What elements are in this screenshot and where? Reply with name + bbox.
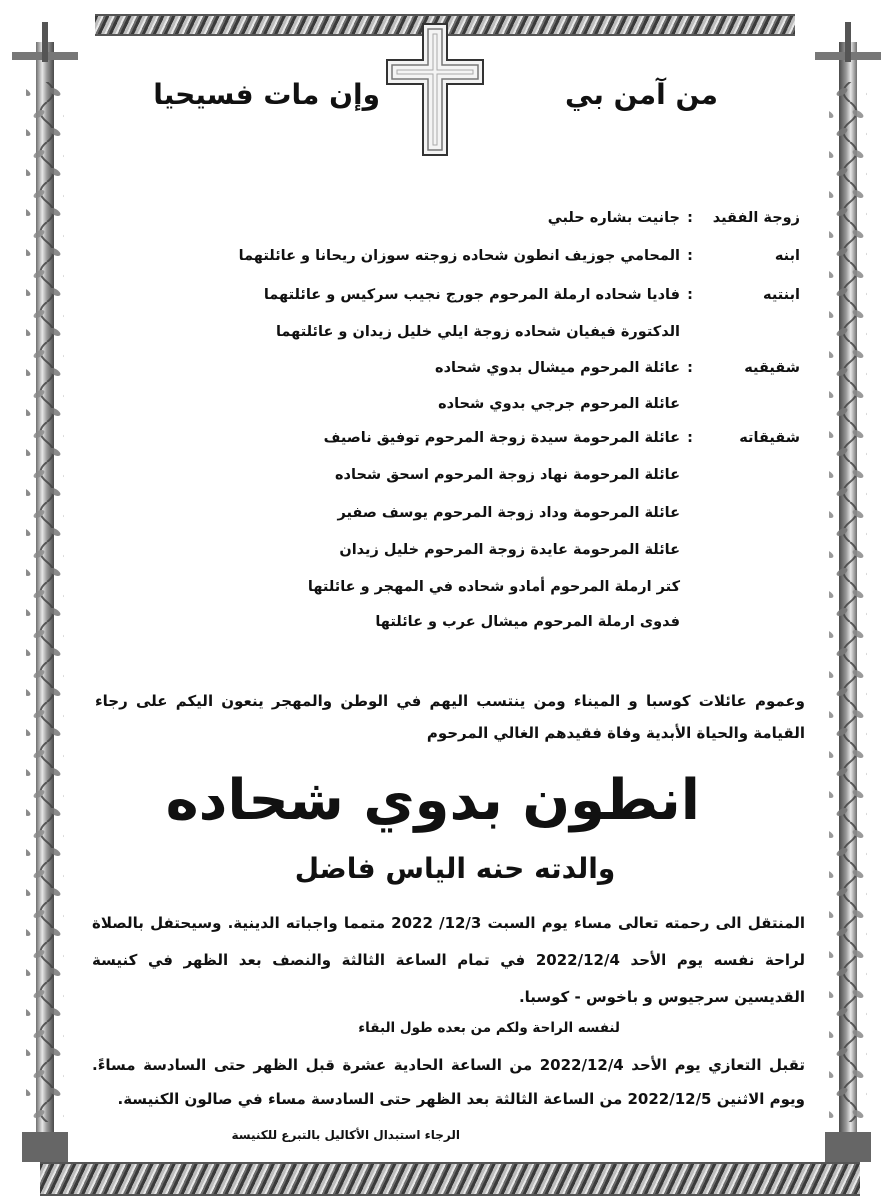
mourner-continuation (0, 579, 893, 599)
mourner-value: فاديا شحاده ارملة المرحوم جورج نجيب سركيس و عائلتهما (263, 287, 680, 303)
mourner-continuation (0, 505, 893, 525)
mourner-label: شقيقاته (739, 430, 800, 446)
funeral-details-paragraph: المنتقل الى رحمته تعالى مساء يوم السبت 12/3/ 2022 متمما واجباته الدينية. وسيحتفل بالصلاة لراحة نفسه يوم الأحد 2022/12/4 في تمام الساعة الثالثة والنصف بعد الظهر في كنيسة القديسين سرجيوس و باخوس - كوسبا. (92, 914, 806, 1006)
mourner-value: عائلة المرحومة عايدة زوجة المرحوم خليل زيدان (339, 542, 680, 558)
mourner-value: المحامي جوزيف انطون شحاده زوجته سوزان ريحانا و عائلتهما (238, 248, 680, 264)
prayer-line: لنفسه الراحة ولكم من بعده طول البقاء (358, 1020, 620, 1036)
mourner-continuation (0, 324, 893, 344)
mourner-label: زوجة الفقيد (712, 210, 800, 226)
condolences-paragraph: تقبل التعازي يوم الأحد 2022/12/4 من الساعة الحادية عشرة قبل الظهر حتى السادسة مساءً. ويوم الاثنين 2022/12/5 من الساعة الثالثة بعد الظهر حتى السادسة مساء في صالون الكنيسة. (92, 1056, 805, 1108)
death-notice-paragraph: وعموم عائلات كوسبا و الميناء ومن ينتسب اليهم في الوطن والمهجر ينعون اليكم على رجاء القيامة والحياة الأبدية وفاة فقيدهم الغالي المرحوم (95, 692, 805, 742)
mourner-row-sisters (0, 430, 893, 450)
mourner-colon: : (687, 430, 693, 446)
mourner-value: عائلة المرحومة نهاد زوجة المرحوم اسحق شحاده (335, 467, 680, 483)
mourner-label: ابنه (774, 248, 800, 264)
mourner-value: فدوى ارملة المرحوم ميشال عرب و عائلتها (375, 614, 680, 630)
mourner-label: شقيقيه (744, 360, 800, 376)
mourner-row-brothers (0, 360, 893, 380)
mourner-colon: : (687, 287, 693, 303)
mourner-value: جانيت بشاره حلبي (547, 210, 680, 226)
mourner-continuation (0, 614, 893, 634)
mourner-value: كتر ارملة المرحوم أمادو شحاده في المهجر و عائلتها (307, 579, 680, 595)
mourner-continuation (0, 396, 893, 416)
mourner-row-daughters (0, 287, 893, 307)
mourner-continuation (0, 542, 893, 562)
mourner-row-wife (0, 210, 893, 230)
mourner-value: عائلة المرحوم ميشال بدوي شحاده (435, 360, 680, 376)
deceased-mother: والدته حنه الياس فاضل (294, 852, 616, 885)
mourner-value: عائلة المرحومة وداد زوجة المرحوم يوسف صفير (337, 505, 680, 521)
mourner-value: عائلة المرحومة سيدة زوجة المرحوم توفيق ناصيف (323, 430, 680, 446)
mourner-continuation (0, 467, 893, 487)
mourner-value: عائلة المرحوم جرجي بدوي شحاده (438, 396, 680, 412)
cross-icon (385, 22, 485, 157)
bottom-rope-border (40, 1162, 860, 1196)
verse-left-heading: وإن مات فسيحيا (153, 78, 380, 111)
mourner-colon: : (687, 248, 693, 264)
deceased-name: انطون بدوي شحاده (165, 768, 700, 833)
footer-note: الرجاء استبدال الأكاليل بالتبرع للكنيسة (231, 1128, 460, 1142)
mourner-row-son (0, 248, 893, 268)
mourner-colon: : (687, 360, 693, 376)
mourner-value: الدكتورة فيفيان شحاده زوجة ايلي خليل زيدان و عائلتهما (275, 324, 680, 340)
mourner-label: ابنتيه (763, 287, 800, 303)
verse-right-heading: من آمن بي (564, 78, 718, 111)
mourner-colon: : (687, 210, 693, 226)
